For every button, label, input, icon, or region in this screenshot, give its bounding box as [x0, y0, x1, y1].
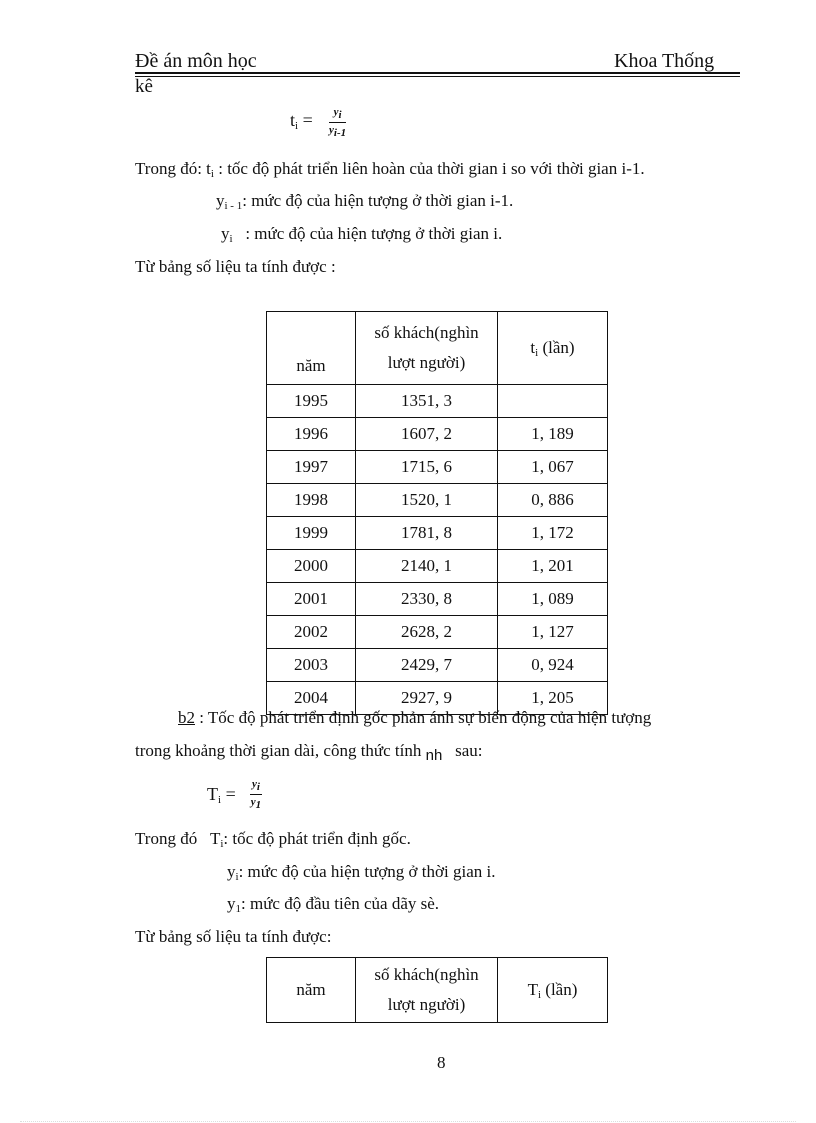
header-rate: $T_i$ (lần): [498, 958, 608, 1023]
growth-rate-table-chain: [266, 311, 608, 715]
table-row: 2000 2140, 1 1, 201: [267, 550, 608, 583]
table-row: 2002 2628, 2 1, 127: [267, 616, 608, 649]
formula-1-lhs: $t_i$ =: [290, 110, 313, 132]
header-year: năm: [267, 312, 356, 385]
header-title-right: Khoa Thống: [614, 50, 715, 72]
para-b2-label: b2: [178, 708, 195, 727]
table-header-row: [267, 958, 608, 1023]
table-row: 1998 1520, 1 0, 886: [267, 484, 608, 517]
page-number: 8: [437, 1053, 446, 1072]
table-header-row: [267, 312, 608, 385]
table-row: 1995 1351, 3: [267, 385, 608, 418]
footer-divider: [20, 1121, 796, 1122]
table-row: 2003 2429, 7 0, 924: [267, 649, 608, 682]
para-b2-line-2: trong khoảng thời gian dài, công thức tính nh sau:: [135, 741, 483, 764]
legend-2-line-1: Trong đó $T_i$: tốc độ phát triển định gốc.: [135, 829, 411, 850]
table-row: 1997 1715, 6 1, 067: [267, 451, 608, 484]
legend-1-line-1: Trong đó: $t_i$ : tốc độ phát triển liên hoàn của thời gian i so với thời gian i-1.: [135, 159, 645, 180]
legend-2-line-3: $y_1$: mức độ đầu tiên của dãy sè.: [227, 894, 440, 915]
growth-rate-table-base: [266, 957, 608, 1023]
header-rate: $t_i$ (lần): [498, 312, 608, 385]
legend-2-line-2: $y_i$: mức độ của hiện tượng ở thời gian i.: [227, 862, 496, 883]
table-row: 1999 1781, 8 1, 172: [267, 517, 608, 550]
header-rule-thin: [135, 76, 740, 77]
table-row: 2001 2330, 8 1, 089: [267, 583, 608, 616]
table-row: 1996 1607, 2 1, 189: [267, 418, 608, 451]
formula-2-lhs: $T_i$ =: [207, 784, 236, 806]
para-b2-line-1: b2 : Tốc độ phát triển định gốc phản ánh sự biến động của hiện tượng: [178, 708, 652, 727]
intro-1: Từ bảng số liệu ta tính được :: [135, 257, 336, 276]
intro-2: Từ bảng số liệu ta tính được:: [135, 927, 332, 946]
header-continuation: kê: [135, 76, 153, 97]
header-rule: [135, 72, 740, 74]
header-year: năm: [267, 958, 356, 1023]
legend-1-line-2: $y_{i - 1}$: mức độ của hiện tượng ở thời gian i-1.: [216, 191, 514, 212]
header-title-left: Đề án môn học: [135, 50, 257, 72]
formula-1-fraction: $\frac{y_i}{y_{i-1}}$: [329, 106, 347, 139]
formula-2-fraction: $\frac{y_i}{y_1}$: [250, 778, 262, 811]
header-visitors: số khách(nghìn lượt người): [356, 312, 498, 385]
legend-1-line-3: $y_i$ : mức độ của hiện tượng ở thời gian i.: [221, 224, 503, 245]
table-row: 2004 2927, 9 1, 205: [267, 682, 608, 715]
header-visitors: số khách(nghìn lượt người): [356, 958, 498, 1023]
